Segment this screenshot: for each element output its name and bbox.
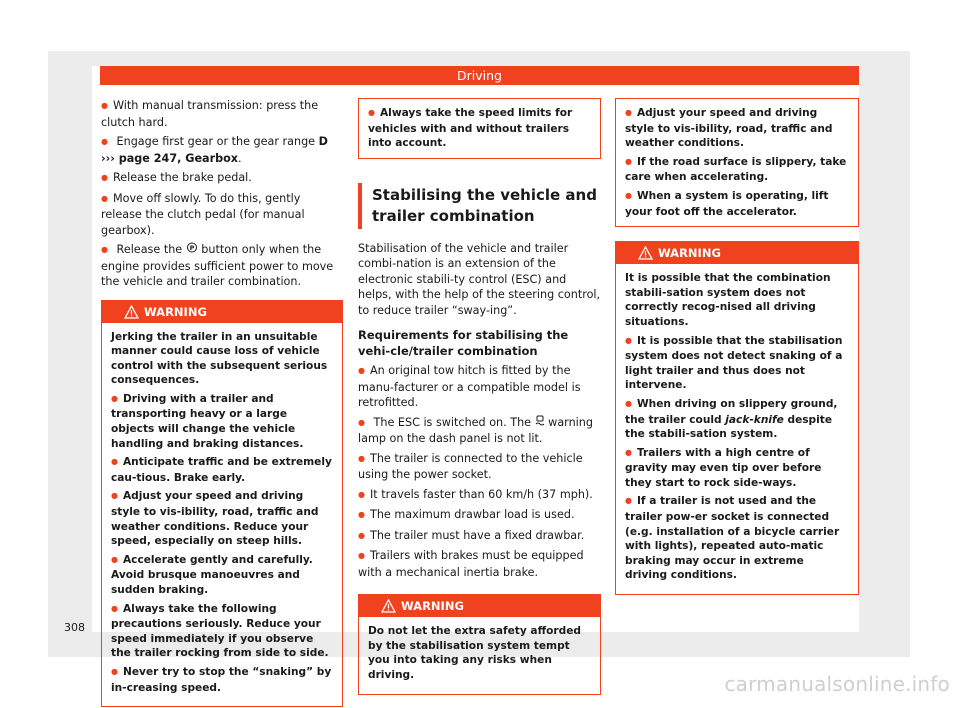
warning-item	[625, 446, 849, 491]
warning-label: WARNING	[401, 599, 464, 614]
list-item	[358, 363, 601, 411]
warning-header	[102, 301, 342, 323]
warning-item	[111, 392, 333, 451]
speed-limit-note	[358, 98, 601, 159]
list-item-text: Release the	[116, 243, 186, 256]
warning-item-text: Driving with a trailer and transporting heavy or a large objects will change the vehicle handling and braking distances.	[111, 392, 304, 450]
warning-text: Do not let the extra safety afforded by the stabilisation system tempt you into taking any risks when driving.	[368, 625, 582, 682]
warning-item	[111, 602, 333, 661]
warning-label: WARNING	[658, 246, 721, 261]
warning-item-text: despite the stabili-sation system.	[625, 413, 833, 441]
list-item	[101, 191, 343, 239]
column-middle	[358, 98, 601, 695]
list-item-text: button only when the engine provides sufficient power to move the vehicle and trailer combination.	[101, 243, 334, 288]
list-item	[101, 242, 343, 290]
esc-off-warning-icon	[535, 415, 545, 431]
warning-item	[625, 494, 849, 583]
warning-triangle-icon	[381, 598, 396, 613]
list-item	[358, 451, 601, 483]
warning-item-text: Always take the following precautions seriously. Reduce your speed immediately if you observe the trailer rocking from side to side.	[111, 602, 329, 660]
warning-item	[111, 665, 333, 695]
warning-item	[625, 334, 849, 393]
gear-range-label: D	[318, 135, 328, 148]
note-text: Always take the speed limits for vehicles with and without trailers into account.	[368, 107, 573, 150]
warning-item	[111, 553, 333, 598]
note-item-text: When a system is operating, lift your foot off the accelerator.	[625, 189, 829, 218]
warning-item-text: Accelerate gently and carefully. Avoid brusque manoeuvres and sudden braking.	[111, 553, 313, 596]
warning-item	[111, 455, 333, 485]
svg-text:P: P	[189, 244, 195, 252]
note-item-text: Adjust your speed and driving style to vis-ibility, road, traffic and weather conditions.	[625, 107, 833, 150]
list-item	[358, 548, 601, 580]
parking-brake-icon	[186, 242, 198, 258]
warning-triangle-icon	[638, 245, 653, 260]
page-number: 308	[64, 621, 85, 634]
warning-body	[616, 264, 858, 594]
warning-intro: It is possible that the combination stabili-sation system does not correctly recog-nised all driving situations.	[625, 272, 831, 328]
warning-box	[358, 594, 601, 694]
list-item	[358, 507, 601, 524]
warning-item	[111, 489, 333, 548]
list-item-text: It travels faster than 60 km/h (37 mph).	[369, 487, 593, 501]
list-item-text: The maximum drawbar load is used.	[369, 508, 575, 522]
list-item-text: Trailers with brakes must be equipped with a mechanical inertia brake.	[358, 549, 584, 579]
warning-item	[625, 397, 849, 442]
list-item	[358, 528, 601, 545]
warning-label: WARNING	[144, 304, 207, 319]
list-item-text: With manual transmission: press the clutch hard.	[101, 99, 319, 129]
warning-item-text: Never try to stop the “snaking” by in-creasing speed.	[111, 665, 332, 694]
column-left	[101, 98, 343, 707]
note-item	[625, 189, 849, 219]
warning-box	[101, 300, 343, 708]
list-item	[101, 134, 343, 166]
list-item	[358, 415, 601, 447]
list-item-text: The trailer must have a fixed drawbar.	[369, 528, 585, 542]
warning-item-text: If a trailer is not used and the trailer pow-er socket is connected (e.g. installation of a bicycle carrier with lights), repeated auto-matic braking may occur in extreme driving conditions.	[625, 495, 840, 582]
list-item-text: Move off slowly. To do this, gently release the clutch pedal (for manual gearbox).	[101, 191, 305, 237]
note-item	[625, 106, 849, 151]
list-item-text: .	[238, 151, 242, 165]
warning-header	[359, 595, 600, 617]
warning-box	[615, 241, 859, 595]
warning-item-text: When driving on slippery ground, the trailer could	[625, 397, 838, 426]
warning-item-text: Anticipate traffic and be extremely cau-tious. Brake early.	[111, 456, 332, 484]
requirements-heading: Requirements for stabilising the vehi-cle/trailer combination	[358, 328, 569, 358]
column-right	[615, 98, 859, 595]
list-item-text: Release the brake pedal.	[112, 171, 252, 184]
list-item	[101, 170, 343, 187]
warning-header	[616, 242, 858, 264]
warning-body	[359, 617, 600, 693]
list-item	[358, 487, 601, 504]
list-item-text: The trailer is connected to the vehicle using the power socket.	[358, 451, 583, 482]
list-item-text: warning lamp on the dash panel is not lit.	[358, 415, 593, 446]
warning-body	[102, 323, 342, 707]
note-item-text: If the road surface is slippery, take care when accelerating.	[625, 155, 847, 184]
list-item-text: The ESC is switched on. The	[373, 415, 535, 429]
warning-intro: Jerking the trailer in an unsuitable manner could cause loss of vehicle control with the subsequent serious consequences.	[111, 330, 328, 387]
page-reference-link[interactable]: ››› page 247, Gearbox	[101, 151, 239, 165]
list-item-text: An original tow hitch is fitted by the manu-facturer or a compatible model is retrofitted.	[358, 364, 581, 410]
warning-item-text: Trailers with a high centre of gravity may even tip over before they start to rock side-ways.	[625, 446, 822, 489]
page-header: Driving	[100, 66, 859, 85]
list-item	[101, 98, 343, 130]
jack-knife-term: jack-knife	[725, 413, 784, 426]
watermark-text: carmanualsonline.info	[724, 672, 950, 696]
section-title: Stabilising the vehicle and trailer combination	[358, 183, 601, 229]
list-item-text: Engage first gear or the gear range	[116, 135, 319, 148]
warning-item-text: Adjust your speed and driving style to vis-ibility, road, traffic and weather conditions. Reduce your speed, especially on steep hills.	[111, 490, 319, 548]
driving-tips-note	[615, 98, 859, 227]
warning-item-text: It is possible that the stabilisation system does not detect snaking of a light trailer and thus does not intervene.	[625, 334, 843, 392]
note-bullet	[368, 107, 380, 119]
note-item	[625, 155, 849, 185]
section-intro: Stabilisation of the vehicle and trailer combi-nation is an extension of the electronic stabili-ty control (ESC) and helps, with the help of the steering control, to reduce trailer “sway-ing”.	[358, 241, 601, 317]
warning-triangle-icon	[124, 304, 139, 319]
